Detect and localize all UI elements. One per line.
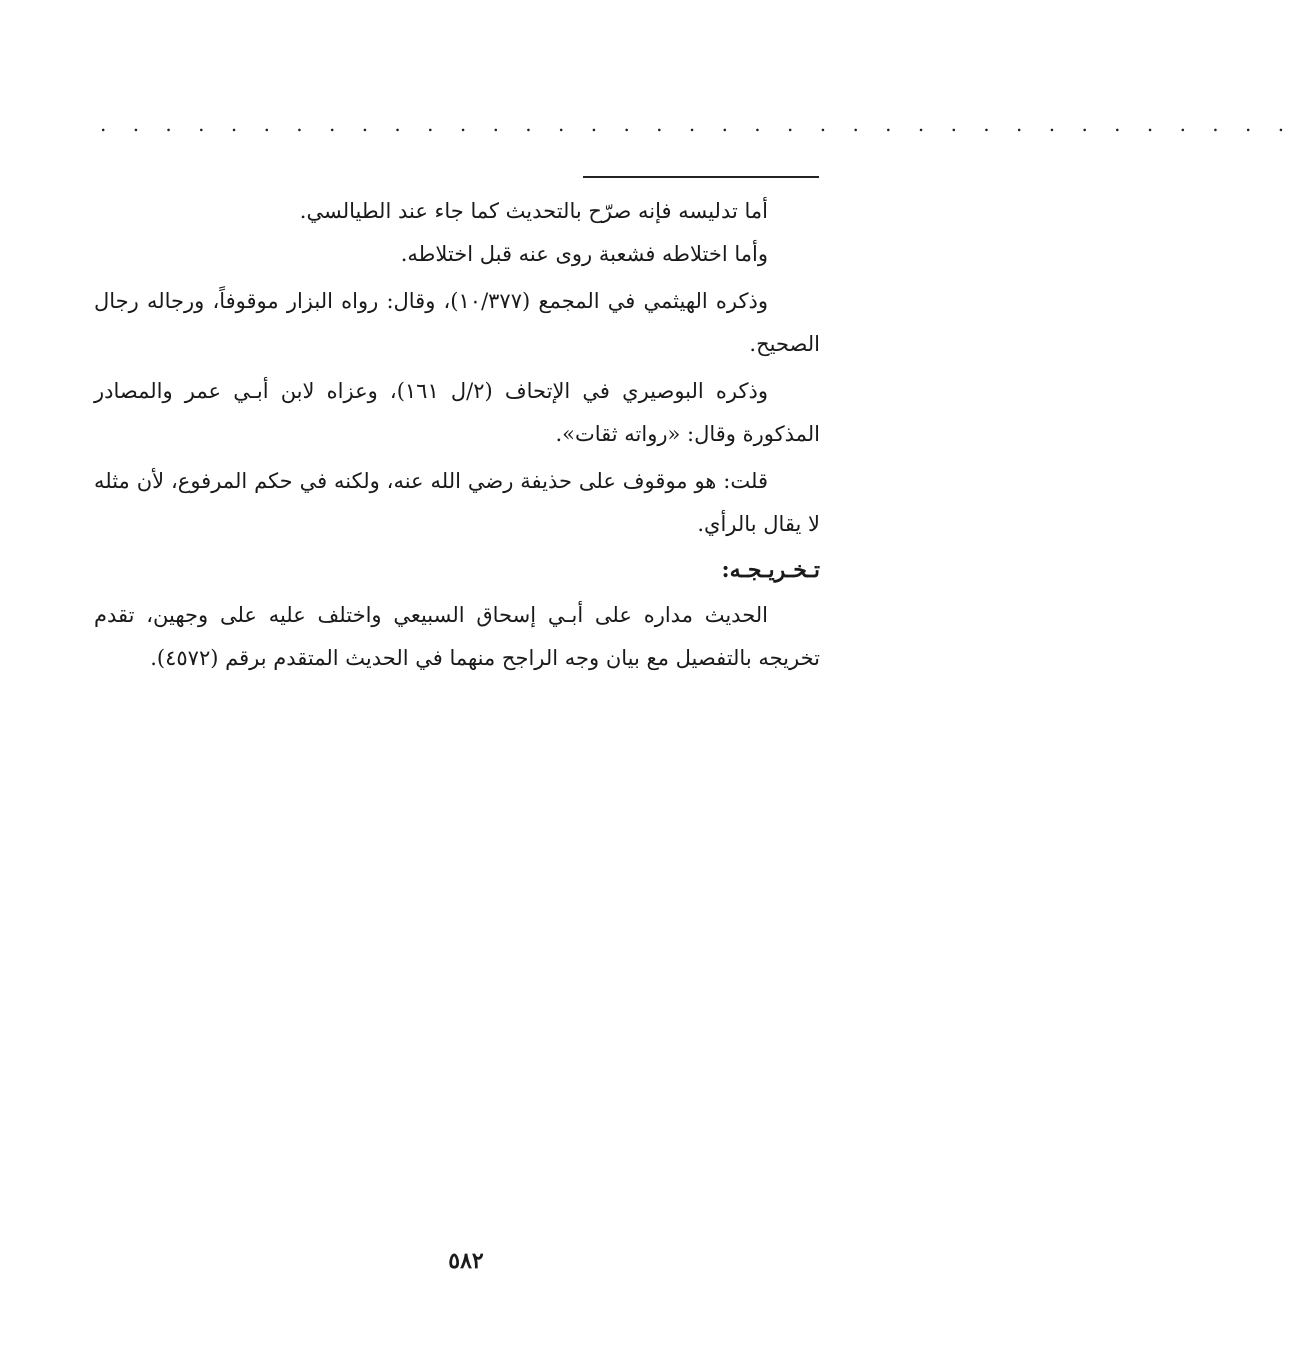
paragraph-haythami: وذكره الهيثمي في المجمع (١٠/٣٧٧)، وقال: رواه البزار موقوفاً، ورجاله رجال الصحيح. [94, 289, 820, 356]
page-number: ٥٨٢ [448, 1248, 484, 1274]
paragraph-ikhtilat: وأما اختلاطه فشعبة روى عنه قبل اختلاطه. [400, 242, 768, 266]
paragraph-busiri: وذكره البوصيري في الإتحاف (٢/ل ١٦١)، وعزاه لابن أبـي عمر والمصادر المذكورة وقال: «رواته ثقات». [94, 379, 820, 446]
separator-dots: . . . . . . . . . . . . . . . . . . . . . . . . . . . . . . . . . . . . . [100, 112, 1294, 136]
paragraph-tadlis: أما تدليسه فإنه صرّح بالتحديث كما جاء عند الطيالسي. [299, 199, 768, 223]
section-heading-takhrij: تـخـريـجـه: [721, 557, 820, 583]
paragraph-qultu: قلت: هو موقوف على حذيفة رضي الله عنه، ولكنه في حكم المرفوع، لأن مثله لا يقال بالرأي. [94, 469, 820, 536]
footnote-rule [583, 176, 819, 178]
paragraph-takhrij: الحديث مداره على أبـي إسحاق السبيعي واختلف عليه على وجهين، تقدم تخريجه بالتفصيل مع بيان وجه الراجح منهما في الحديث المتقدم برقم (٤٥٧٢). [94, 603, 820, 670]
main-text [94, 190, 820, 684]
